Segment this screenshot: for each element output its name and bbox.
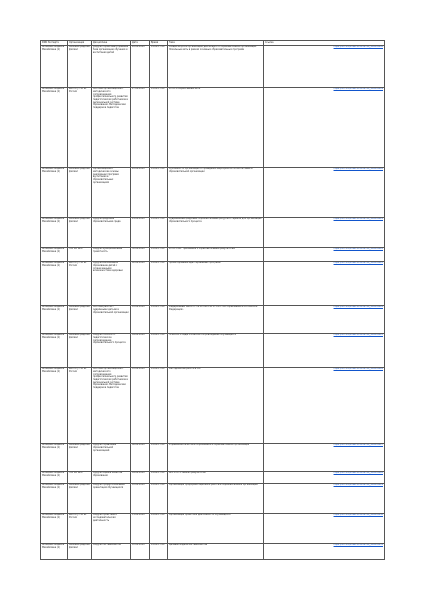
- cell-title: [168, 247, 264, 261]
- cell-time-text: 14:00-17:00: [151, 45, 165, 49]
- cell-link: [264, 443, 385, 471]
- cell-date-text: 06.09.2024: [132, 443, 145, 447]
- cell-org-text: ГАУ КО ИРО: [69, 247, 83, 251]
- table-row: [41, 443, 385, 471]
- cell-name: [41, 483, 68, 513]
- cell-org-text: Институт ФГБУ Россия: [69, 513, 87, 519]
- cell-link: [264, 333, 385, 367]
- cell-date-text: 27.08.2024: [132, 87, 145, 91]
- cell-org-text: Калининградский филиал: [69, 45, 90, 51]
- table-row: [41, 513, 385, 543]
- cell-topic-text: Модуль Инклюзивное образование детей с ограниченными возможностями здоровья: [93, 261, 123, 273]
- cell-link: [264, 543, 385, 559]
- cell-name-text: Аксёнова Людмила Михайловна (1): [42, 367, 65, 373]
- table-row: [41, 305, 385, 333]
- cell-link: [264, 513, 385, 543]
- cell-time-text: 14:00-17:00: [151, 167, 165, 171]
- cell-time-text: 14:00-17:00: [151, 367, 165, 371]
- cell-name: [41, 45, 68, 87]
- cell-topic-text: Модуль Оценка качества образования: [93, 471, 123, 477]
- cell-org-text: Калининградский филиал: [69, 543, 90, 549]
- cell-title: [168, 45, 264, 87]
- cell-link: [264, 483, 385, 513]
- cell-title-text: Особенности организации и проведения мероприятий по воспитанию в образовательной организации: [169, 167, 253, 173]
- cell-title: [168, 483, 264, 513]
- cell-date-text: 11.09.2024: [132, 513, 145, 517]
- cell-time: [150, 261, 168, 305]
- cell-title-text: ВПР и ОГЭ: анализ результатов: [169, 471, 206, 475]
- cell-link: [264, 471, 385, 483]
- cell-title: [168, 333, 264, 367]
- header-date: Дата: [131, 41, 150, 46]
- cell-date-text: 28.08.2024: [132, 167, 145, 171]
- table-row: [41, 45, 385, 87]
- cell-topic-text: Система организационно-методического сопровождения профессионального развития педагогических работников в региональной системе образования. Методическая поддержка педагогов: [93, 367, 128, 390]
- cell-org: [68, 217, 92, 247]
- cell-topic: [92, 45, 131, 87]
- cell-org: [68, 543, 92, 559]
- cell-date: [131, 167, 150, 217]
- cell-name: [41, 543, 68, 559]
- table-row: [41, 471, 385, 483]
- cell-org: [68, 261, 92, 305]
- cell-name-text: Аксёнова Людмила Михайловна (1): [42, 483, 65, 489]
- cell-org: [68, 87, 92, 167]
- table-row: [41, 217, 385, 247]
- header-title: Тема: [168, 41, 264, 46]
- cell-date-text: 02.09.2024: [132, 261, 145, 265]
- cell-org: [68, 45, 92, 87]
- cell-topic-text: Модуль Профессиональная ориентация обучающихся: [93, 483, 125, 489]
- cell-date: [131, 217, 150, 247]
- cell-topic-text: Модуль Нормативно-правовая база организации обучения и воспитания детей: [93, 45, 129, 54]
- cell-topic: [92, 261, 131, 305]
- cell-link: [264, 367, 385, 443]
- cell-org-text: ГАУ КО ИРО: [69, 471, 83, 475]
- cell-org: [68, 483, 92, 513]
- cell-topic-text: Модуль Психолого-педагогическое сопровождение образовательного процесса: [93, 333, 126, 345]
- cell-date: [131, 471, 150, 483]
- cell-date: [131, 367, 150, 443]
- cell-title: [168, 513, 264, 543]
- cell-topic: [92, 471, 131, 483]
- cell-link: [264, 45, 385, 87]
- table-row: [41, 543, 385, 559]
- cell-date: [131, 333, 150, 367]
- cell-title-text: Организация профориентационной работы в образовательной организации: [169, 483, 258, 487]
- cell-link: [264, 247, 385, 261]
- table-row: [41, 483, 385, 513]
- cell-title: [168, 443, 264, 471]
- cell-time: [150, 87, 168, 167]
- cell-time-text: 14:00-17:00: [151, 305, 165, 309]
- cell-name-text: Аксёнова Людмила Михайловна (1): [42, 45, 65, 51]
- cell-org: [68, 305, 92, 333]
- cell-topic-text: Модуль Управление образовательной организацией: [93, 443, 117, 452]
- cell-topic-text: Организационно-методические основы реализации программ воспитания в образовательных организациях: [93, 167, 119, 184]
- cell-name-text: Аксёнова Людмила Михайловна (1): [42, 217, 65, 223]
- cell-org-text: Калининградский филиал: [69, 217, 90, 223]
- cell-name: [41, 333, 68, 367]
- cell-topic: [92, 305, 131, 333]
- cell-date-text: 12.09.2024: [132, 543, 145, 547]
- cell-date-text: 04.09.2024: [132, 333, 145, 337]
- cell-org: [68, 471, 92, 483]
- header-time: Время: [150, 41, 168, 46]
- cell-name-text: Аксёнова Людмила Михайловна (1): [42, 543, 65, 549]
- cell-time-text: 14:00-17:00: [151, 217, 165, 221]
- table-row: [41, 87, 385, 167]
- cell-link: [264, 217, 385, 247]
- cell-org: [68, 167, 92, 217]
- cell-time: [150, 543, 168, 559]
- cell-title: [168, 167, 264, 217]
- cell-date-text: 30.08.2024: [132, 247, 145, 251]
- header-name: ФИО Эксперта: [41, 41, 68, 46]
- cell-date-text: 10.09.2024: [132, 483, 145, 487]
- cell-name-text: Аксёнова Людмила Михайловна (1): [42, 261, 65, 267]
- cell-date-text: 26.08.2024: [132, 45, 145, 49]
- cell-title: [168, 217, 264, 247]
- cell-topic-text: Модуль Цифровая образовательная среда: [93, 217, 121, 223]
- cell-topic-text: Модуль Наставничество: [93, 543, 122, 547]
- table-row: [41, 333, 385, 367]
- cell-time: [150, 247, 168, 261]
- cell-time-text: 14:00-17:00: [151, 247, 165, 251]
- video-link[interactable]: https://vk.com/video-123456789_456239028: [333, 471, 383, 475]
- cell-title-text: ФГОС СОО: требования к образовательным результатам: [169, 247, 235, 251]
- cell-topic: [92, 483, 131, 513]
- cell-name: [41, 443, 68, 471]
- video-link[interactable]: https://vk.com/video-123456789_456239024: [333, 305, 383, 309]
- cell-time: [150, 513, 168, 543]
- cell-date: [131, 305, 150, 333]
- cell-org-text: Институт ФГБУ Россия: [69, 87, 87, 93]
- cell-topic: [92, 367, 131, 443]
- cell-topic: [92, 543, 131, 559]
- video-link[interactable]: https://vk.com/video-123456789_456239026: [333, 367, 383, 371]
- cell-topic-text: Модуль Проектная и исследовательская деятельность: [93, 513, 117, 522]
- cell-link: [264, 87, 385, 167]
- cell-time-text: 14:00-17:00: [151, 443, 165, 447]
- cell-org: [68, 247, 92, 261]
- cell-title-text: Психолого-педагогическое сопровождение обучающихся: [169, 333, 236, 337]
- cell-org: [68, 513, 92, 543]
- cell-title: [168, 471, 264, 483]
- header-topic: Дисциплина: [92, 41, 131, 46]
- cell-topic-text: Система организационно-методического сопровождения профессионального развития педагогических работников в региональной системе образования. Методическая поддержка педагогов: [93, 87, 128, 110]
- cell-link: [264, 305, 385, 333]
- cell-link: [264, 261, 385, 305]
- cell-time-text: 14:00-17:00: [151, 261, 165, 265]
- cell-link: [264, 167, 385, 217]
- cell-time-text: 14:00-17:00: [151, 87, 165, 91]
- cell-title: [168, 261, 264, 305]
- video-link[interactable]: https://vk.com/video-123456789_456239020: [333, 167, 383, 171]
- cell-time: [150, 305, 168, 333]
- video-link[interactable]: https://vk.com/video-123456789_456239029: [333, 483, 383, 487]
- cell-time-text: 14:00-17:00: [151, 483, 165, 487]
- video-link[interactable]: https://vk.com/video-123456789_456239021: [333, 217, 383, 221]
- cell-time: [150, 333, 168, 367]
- cell-date-text: 05.09.2024: [132, 367, 145, 371]
- cell-date-text: 09.09.2024: [132, 471, 145, 475]
- header-org: Организация: [68, 41, 92, 46]
- cell-date: [131, 513, 150, 543]
- cell-org-text: Калининградский филиал: [69, 305, 90, 311]
- cell-time: [150, 167, 168, 217]
- cell-org-text: Институт ФГБУ Россия: [69, 367, 87, 373]
- cell-name-text: Аксёнова Людмила Михайловна (1): [42, 443, 65, 449]
- cell-time: [150, 45, 168, 87]
- cell-org: [68, 367, 92, 443]
- video-link[interactable]: https://vk.com/video-123456789_456239022: [333, 247, 383, 251]
- cell-name: [41, 305, 68, 333]
- cell-name: [41, 513, 68, 543]
- video-link[interactable]: https://vk.com/video-123456789_456239019: [333, 87, 383, 91]
- cell-date: [131, 443, 150, 471]
- cell-name: [41, 247, 68, 261]
- header-link: Ссылка: [264, 41, 385, 46]
- cell-name-text: Аксёнова Людмила Михайловна (1): [42, 333, 65, 339]
- video-link[interactable]: https://vk.com/video-123456789_456239025: [333, 333, 383, 337]
- cell-title: [168, 87, 264, 167]
- cell-name-text: Аксёнова Людмила Михайловна (1): [42, 167, 65, 173]
- cell-org-text: Институт ФГБУ Россия: [69, 261, 87, 267]
- cell-name-text: Аксёнова Людмила Михайловна (1): [42, 247, 65, 253]
- cell-name: [41, 471, 68, 483]
- cell-title-text: Методическая работа в ОО: [169, 367, 201, 371]
- cell-topic-text: Система работы с одарёнными детьми в образовательной организации: [93, 305, 129, 314]
- cell-title-text: ФГОС и нормативные акты: [169, 87, 201, 91]
- cell-name-text: Аксёнова Людмила Михайловна (1): [42, 305, 65, 311]
- cell-time: [150, 367, 168, 443]
- cell-title: [168, 367, 264, 443]
- cell-date-text: 29.08.2024: [132, 217, 145, 221]
- video-link[interactable]: https://vk.com/video-123456789_456239023: [333, 261, 383, 265]
- cell-org-text: Калининградский филиал: [69, 167, 90, 173]
- cell-date: [131, 45, 150, 87]
- cell-topic: [92, 247, 131, 261]
- cell-date: [131, 483, 150, 513]
- cell-time: [150, 471, 168, 483]
- table-row: [41, 367, 385, 443]
- cell-title-text: Федеральный закон от 29.12.2012 № 273-ФЗ «Об образовании в Российской Федерации»: [169, 305, 258, 311]
- cell-name: [41, 367, 68, 443]
- cell-date: [131, 261, 150, 305]
- cell-time: [150, 443, 168, 471]
- video-link[interactable]: https://vk.com/video-123456789_456239027: [333, 443, 383, 447]
- video-link[interactable]: https://vk.com/video-123456789_456239018: [333, 45, 383, 49]
- cell-title-text: Организация проектной деятельности обучающихся: [169, 513, 231, 517]
- cell-topic: [92, 167, 131, 217]
- cell-date-text: 03.09.2024: [132, 305, 145, 309]
- cell-org: [68, 443, 92, 471]
- video-link[interactable]: https://vk.com/video-123456789_456239031: [333, 543, 383, 547]
- cell-date: [131, 543, 150, 559]
- schedule-table: [40, 40, 385, 560]
- cell-topic: [92, 513, 131, 543]
- cell-name: [41, 87, 68, 167]
- cell-topic-text: Модуль Функциональная грамотность: [93, 247, 123, 253]
- cell-topic: [92, 217, 131, 247]
- table-row: [41, 247, 385, 261]
- cell-org-text: Калининградский филиал: [69, 443, 90, 449]
- table-body: [41, 45, 385, 559]
- cell-time-text: 14:00-17:00: [151, 513, 165, 517]
- cell-time-text: 14:00-17:00: [151, 471, 165, 475]
- cell-time: [150, 217, 168, 247]
- cell-title-text: Современные цифровые образовательные ресурсы и сервисы для организации образовательного процесса: [169, 217, 262, 223]
- cell-title-text: Общие вопросы организации деятельности образовательной организации. Локальные акты в рамках основных образовательных программ: [169, 45, 257, 51]
- cell-time-text: 14:00-17:00: [151, 333, 165, 337]
- cell-title-text: Проектирование адаптированных программ: [169, 261, 221, 265]
- table-row: [41, 261, 385, 305]
- cell-title-text: Управление качеством образования в образовательной организации: [169, 443, 250, 447]
- cell-org-text: Калининградский филиал: [69, 333, 90, 339]
- table-row: [41, 167, 385, 217]
- cell-name-text: Аксёнова Людмила Михайловна (1): [42, 513, 65, 519]
- cell-topic: [92, 443, 131, 471]
- cell-title-text: Целевая модель наставничества: [169, 543, 208, 547]
- cell-title: [168, 543, 264, 559]
- cell-date: [131, 87, 150, 167]
- cell-org: [68, 333, 92, 367]
- cell-date: [131, 247, 150, 261]
- cell-name: [41, 217, 68, 247]
- cell-time: [150, 483, 168, 513]
- cell-org-text: Калининградский филиал: [69, 483, 90, 489]
- cell-name-text: Аксёнова Людмила Михайловна (1): [42, 87, 65, 93]
- cell-name: [41, 261, 68, 305]
- video-link[interactable]: https://vk.com/video-123456789_456239030: [333, 513, 383, 517]
- cell-name-text: Аксёнова Людмила Михайловна (1): [42, 471, 65, 477]
- cell-topic: [92, 333, 131, 367]
- cell-title: [168, 305, 264, 333]
- cell-name: [41, 167, 68, 217]
- cell-time-text: 14:00-17:00: [151, 543, 165, 547]
- cell-topic: [92, 87, 131, 167]
